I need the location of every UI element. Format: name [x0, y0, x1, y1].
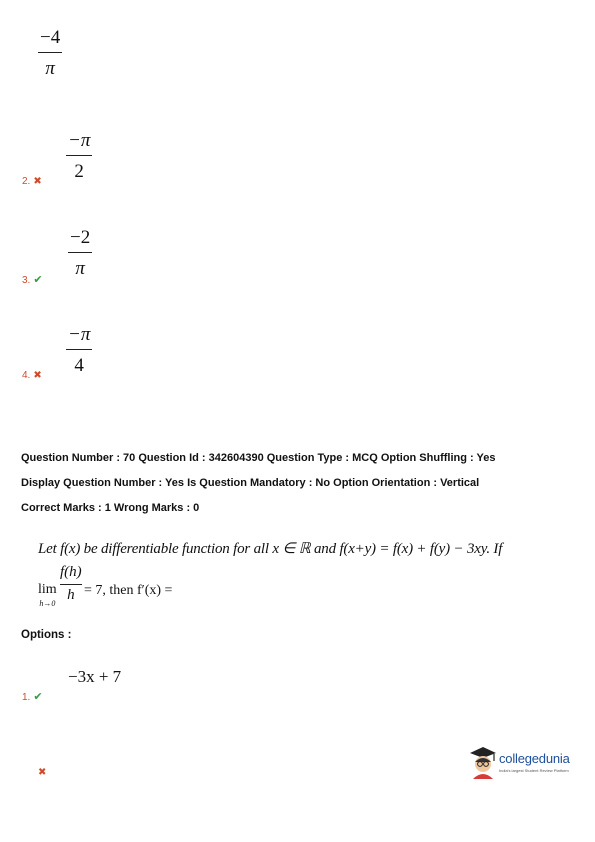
option-2-label — [22, 176, 42, 187]
question-meta-line-1: Question Number : 70 Question Id : 342604390 Question Type : MCQ Option Shuffling : Yes — [21, 452, 496, 464]
top-fraction — [38, 28, 62, 78]
wrong-mark-icon: ✖ — [38, 767, 47, 778]
wrong-mark-icon: ✖ — [33, 370, 42, 381]
option-number: 4. — [22, 370, 31, 381]
option-4-label — [22, 370, 42, 381]
logo-brand-text: collegedunia — [499, 751, 570, 766]
correct-mark-icon: ✔ — [33, 274, 43, 286]
option-3-fraction — [68, 228, 92, 278]
question-text-line-1: Let f(x) be differentiable function for all x ∈ ℝ and f(x+y) = f(x) + f(y) − 3xy. If — [38, 541, 503, 557]
fraction-numerator: −4 — [40, 27, 61, 48]
wrong-mark-icon: ✖ — [33, 176, 42, 187]
fraction-bar — [38, 52, 62, 53]
option-2-fraction — [66, 131, 92, 181]
limit-fraction-denominator: h — [67, 587, 75, 603]
limit-fraction-numerator: f(h) — [60, 564, 82, 580]
fraction-numerator: −π — [68, 324, 91, 345]
limit-result-text: = 7, then f′(x) = — [84, 583, 173, 598]
question-limit-expression — [38, 565, 298, 615]
options-label: Options : — [21, 629, 72, 641]
question-meta-line-2: Display Question Number : Yes Is Question Mandatory : No Option Orientation : Vertical — [21, 477, 480, 489]
new-option-2-label — [38, 767, 46, 778]
fraction-denominator: 4 — [74, 355, 84, 376]
fraction-numerator: −2 — [70, 227, 91, 248]
option-3-label — [22, 273, 43, 286]
correct-mark-icon: ✔ — [33, 691, 43, 703]
option-number: 2. — [22, 176, 31, 187]
question-meta-line-3: Correct Marks : 1 Wrong Marks : 0 — [21, 502, 200, 514]
fraction-bar — [68, 252, 92, 253]
option-4-fraction — [66, 325, 92, 375]
graduate-mascot-icon — [468, 745, 498, 779]
limit-subscript: h→0 — [39, 599, 56, 608]
fraction-denominator: π — [45, 58, 55, 79]
fraction-bar — [66, 155, 92, 156]
new-option-1-text: −3x + 7 — [68, 667, 122, 686]
limit-fraction-bar — [60, 584, 82, 585]
collegedunia-logo — [468, 743, 580, 783]
new-option-1-label — [22, 690, 43, 703]
option-number: 3. — [22, 275, 31, 286]
logo-tagline: India's largest Student Review Platform — [499, 768, 569, 773]
fraction-numerator: −π — [68, 130, 91, 151]
fraction-denominator: 2 — [74, 161, 84, 182]
option-number: 1. — [22, 692, 31, 703]
fraction-denominator: π — [75, 258, 85, 279]
fraction-bar — [66, 349, 92, 350]
limit-operator: lim — [38, 582, 57, 597]
